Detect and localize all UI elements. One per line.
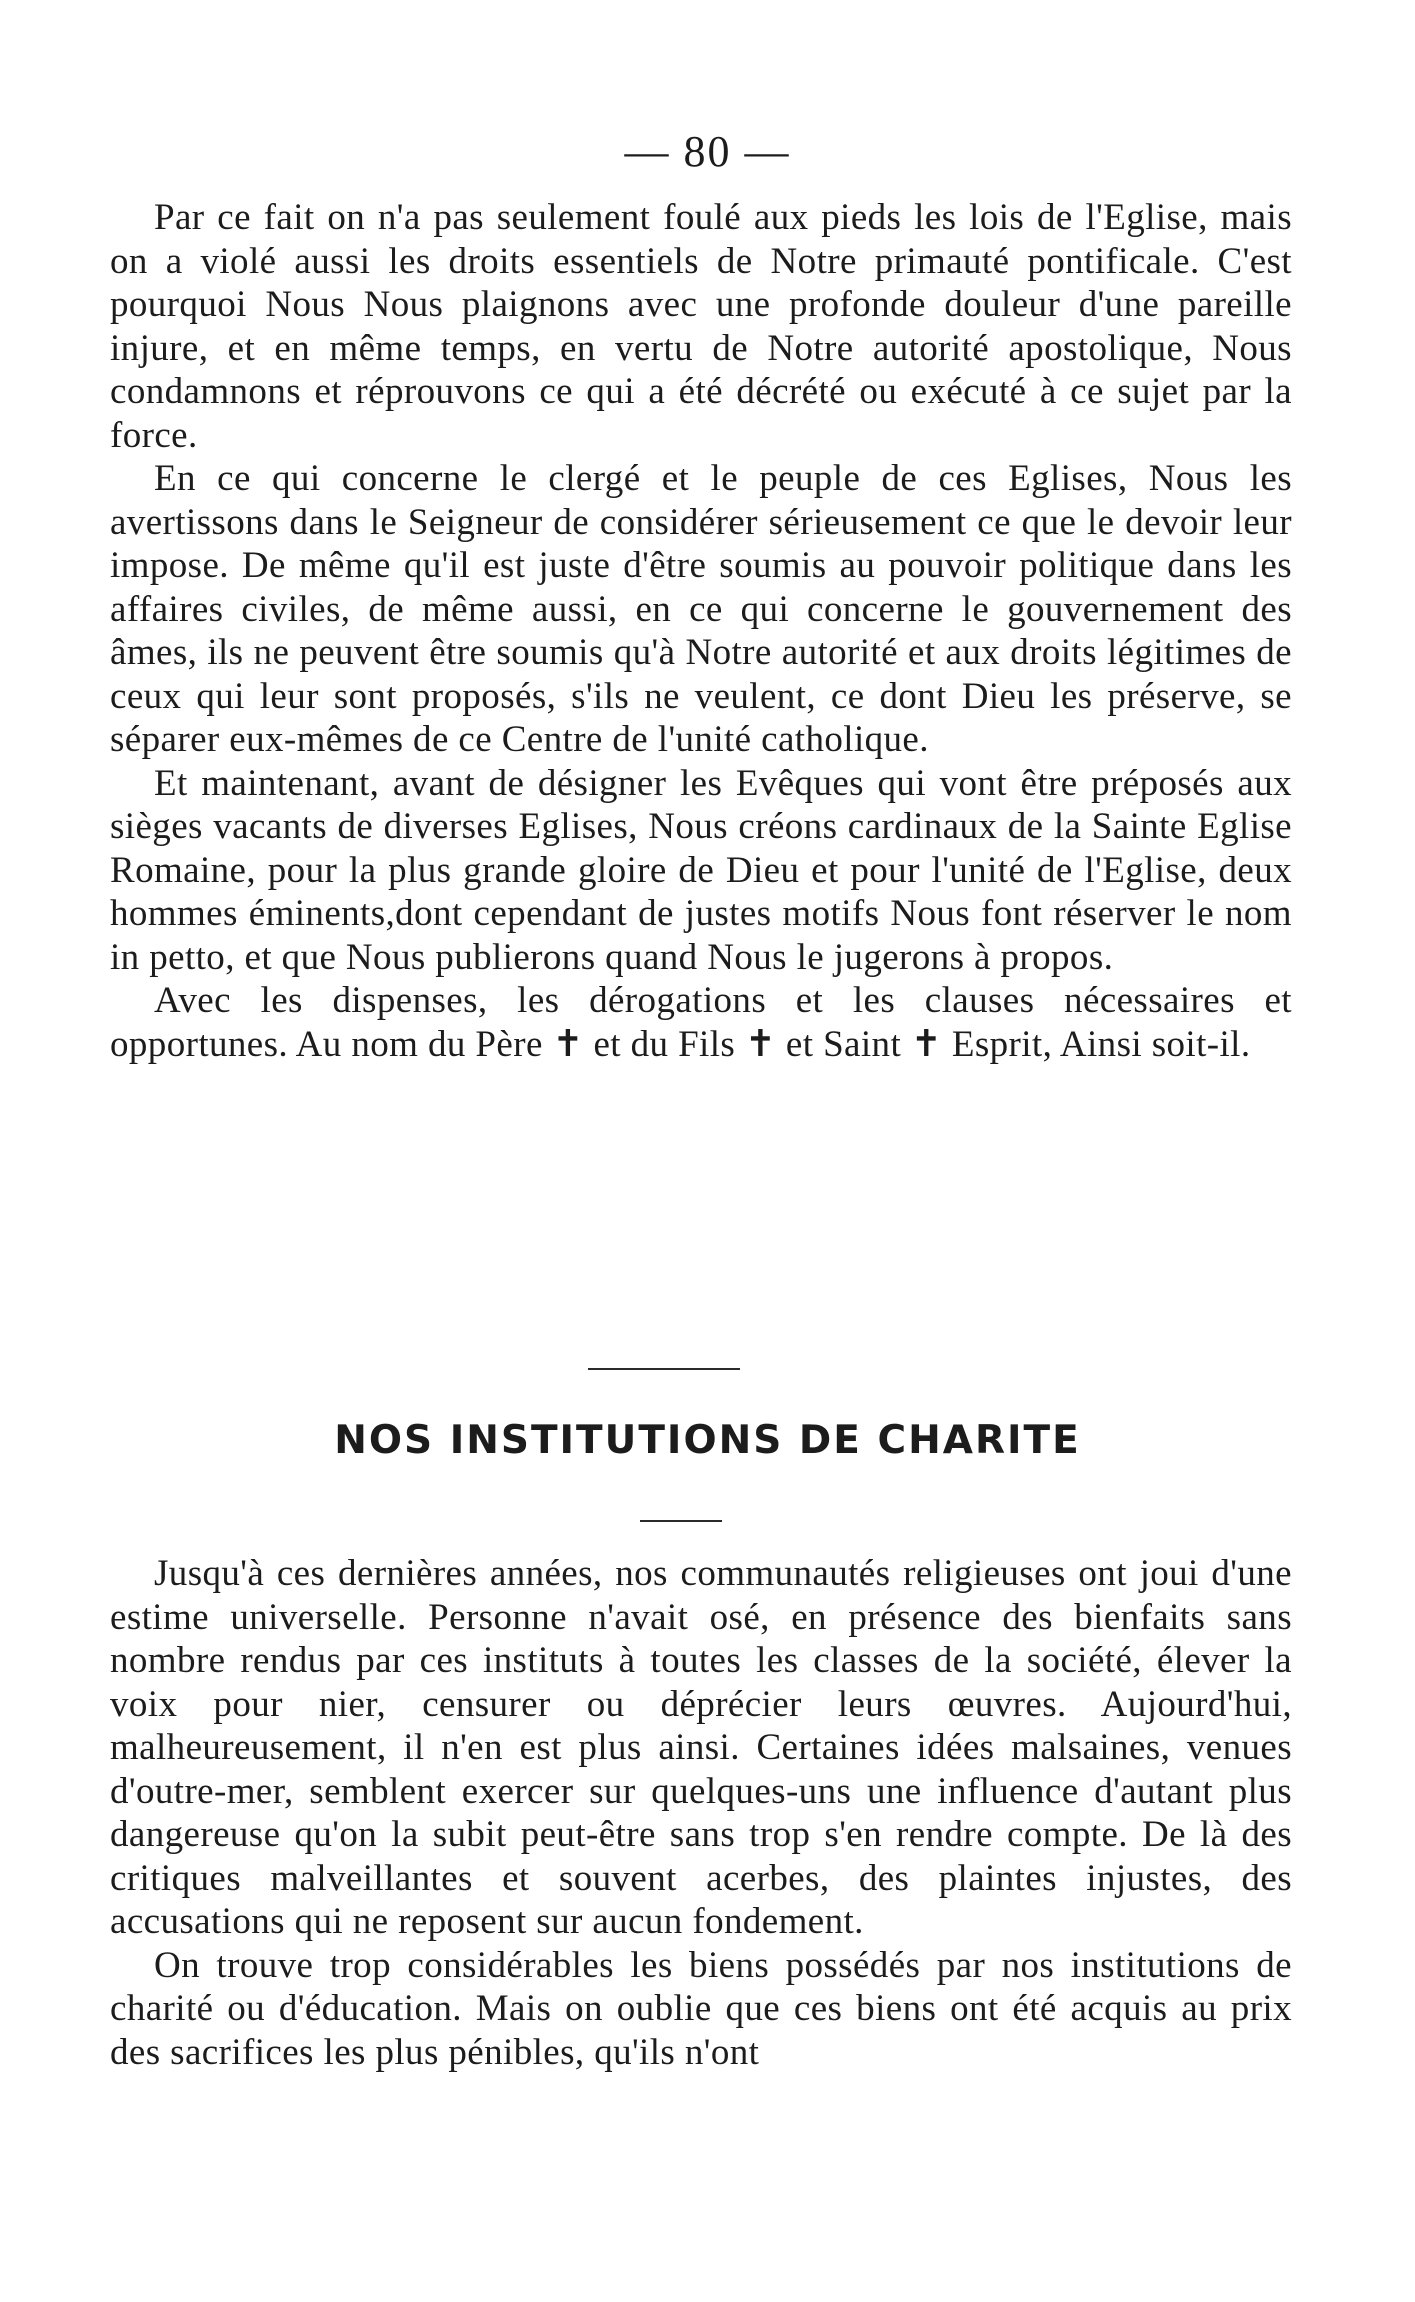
section-title: NOS INSTITUTIONS DE CHARITE <box>334 1418 1081 1463</box>
paragraph: Par ce fait on n'a pas seulement foulé aux pieds les lois de l'Eglise, mais on a violé aussi les droits essentiels de Notre primauté pontificale. C'est pourquoi Nous Nous plaignons avec une profonde douleur d'une pareille injure, et en même temps, en vertu de Notre autorité apostolique, Nous condamnons et réprouvons ce qui a été décrété ou exécuté à ce sujet par la force. <box>110 197 1292 456</box>
page-number: — 80 — <box>624 127 791 176</box>
section-divider <box>588 1368 740 1370</box>
paragraph: On trouve trop considérables les biens possédés par nos institutions de charité ou d'éducation. Mais on oublie que ces biens ont été acquis au prix des sacrifices les plus pénibles, qu'ils n'ont <box>110 1944 1292 2073</box>
body-text-top <box>110 196 1292 1066</box>
paragraph: Jusqu'à ces dernières années, nos communautés religieuses ont joui d'une estime universelle. Personne n'avait osé, en présence des bienfaits sans nombre rendus par ces instituts à toutes les classes de la société, élever la voix pour nier, censurer ou déprécier leurs œuvres. Aujourd'hui, malheureusement, il n'en est plus ainsi. Certaines idées malsaines, venues d'outre-mer, semblent exercer sur quelques-uns une influence d'autant plus dangereuse qu'on la subit peut-être sans trop s'en rendre compte. De là des critiques malveillantes et souvent acerbes, des plaintes injustes, des accusations qui ne reposent sur aucun fondement. <box>110 1553 1292 1942</box>
title-underline-divider <box>640 1520 722 1522</box>
paragraph: Et maintenant, avant de désigner les Evêques qui vont être préposés aux sièges vacants de diverses Eglises, Nous créons cardinaux de la Sainte Eglise Romaine, pour la plus grande gloire de Dieu et pour l'unité de l'Eglise, deux hommes éminents,dont cependant de justes motifs Nous font réserver le nom in petto, et que Nous publierons quand Nous le jugerons à propos. <box>110 762 1292 978</box>
paragraph: Avec les dispenses, les dérogations et les clauses nécessaires et opportunes. Au nom du Père ✝ et du Fils ✝ et Saint ✝ Esprit, Ainsi soit-il. <box>110 980 1292 1065</box>
paragraph: En ce qui concerne le clergé et le peuple de ces Eglises, Nous les avertissons dans le Seigneur de considérer sérieusement ce que le devoir leur impose. De même qu'il est juste d'être soumis au pouvoir politique dans les affaires civiles, de même aussi, en ce qui concerne le gouvernement des âmes, ils ne peuvent être soumis qu'à Notre autorité et aux droits légitimes de ceux qui leur sont proposés, s'ils ne veulent, ce dont Dieu les préserve, se séparer eux-mêmes de ce Centre de l'unité catholique. <box>110 458 1292 760</box>
body-text-bottom <box>110 1552 1292 2074</box>
